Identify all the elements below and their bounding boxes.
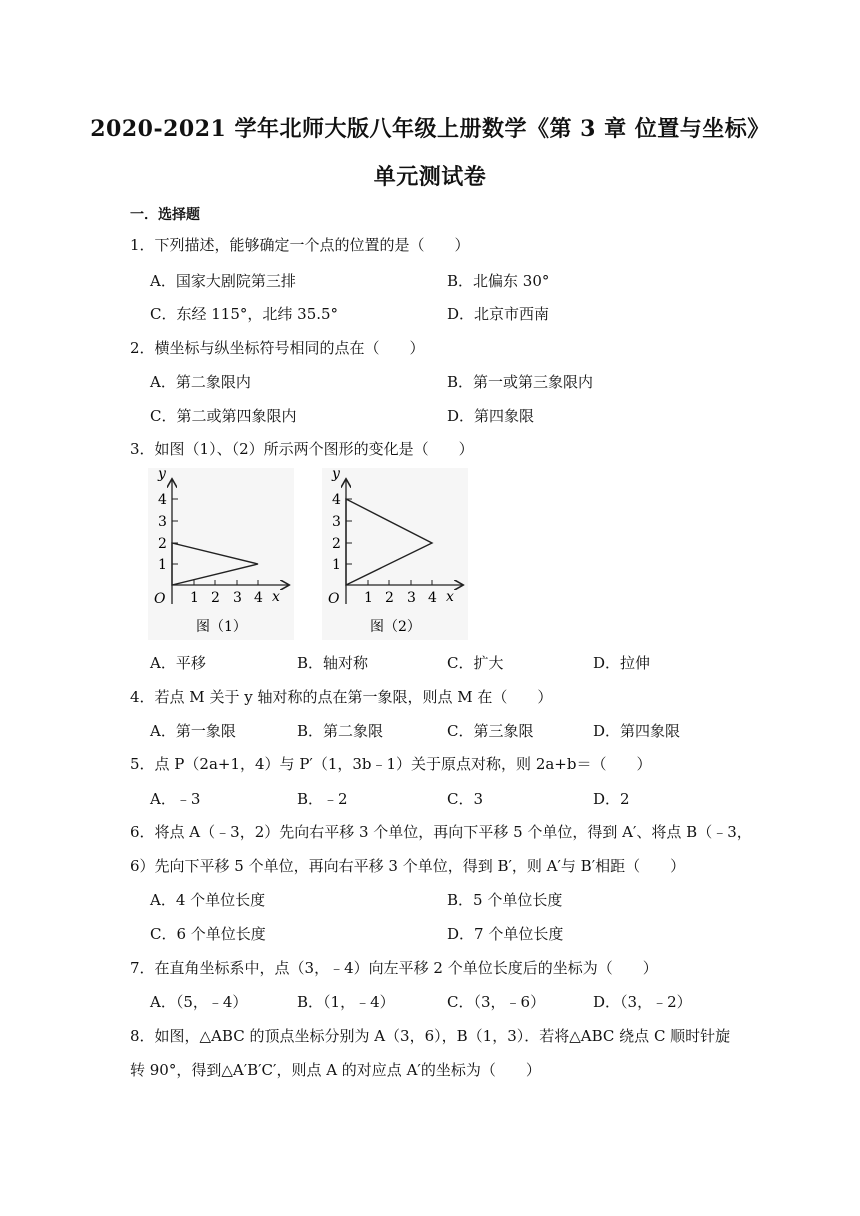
question-4-option-a: A．第一象限 [150, 722, 236, 740]
question-8-stem: 8．如图，△ABC 的顶点坐标分别为 A（3，6），B（1，3）．若将△ABC 绕点 C 顺时针旋 [130, 1027, 731, 1045]
question-2-option-a: A．第二象限内 [150, 373, 251, 391]
question-6-option-d: D．7 个单位长度 [447, 925, 564, 943]
x-tick-label: 1 [364, 590, 373, 606]
x-tick-label: 2 [211, 590, 220, 606]
question-7-stem: 7．在直角坐标系中，点（3，﹣4）向左平移 2 个单位长度后的坐标为（ ） [130, 959, 658, 977]
question-5-option-b: B．﹣2 [297, 790, 348, 808]
question-2-stem: 2．横坐标与纵坐标符号相同的点在（ ） [130, 339, 425, 357]
origin-label: O [328, 591, 340, 607]
y-axis-label: y [158, 468, 166, 482]
question-7-option-c: C．（3，﹣6） [447, 993, 546, 1011]
x-tick-label: 4 [428, 590, 437, 606]
question-7-option-d: D．（3，﹣2） [593, 993, 692, 1011]
question-5-option-a: A．﹣3 [150, 790, 201, 808]
y-tick-label: 3 [332, 514, 341, 530]
y-tick-label: 3 [158, 514, 167, 530]
question-5-stem: 5．点 P（2a+1，4）与 P′（1，3b﹣1）关于原点对称，则 2a+b＝（ ） [130, 755, 652, 773]
y-tick-label: 2 [332, 536, 341, 552]
question-4-option-c: C．第三象限 [447, 722, 534, 740]
question-2-option-b: B．第一或第三象限内 [447, 373, 594, 391]
question-6-stem: 6．将点 A（﹣3，2）先向右平移 3 个单位，再向下平移 5 个单位，得到 A′、将点 B（﹣3， [130, 823, 752, 841]
question-3-option-d: D．拉伸 [593, 654, 651, 672]
question-1-option-c: C．东经 115°，北纬 35.5° [150, 305, 339, 323]
question-1-option-a: A．国家大剧院第三排 [150, 272, 296, 290]
question-6-stem-continued: 6）先向下平移 5 个单位，再向右平移 3 个单位，得到 B′，则 A′与 B′相距（ ） [130, 857, 686, 875]
question-3-option-b: B．轴对称 [297, 654, 369, 672]
question-2-option-d: D．第四象限 [447, 407, 535, 425]
question-3-stem: 3．如图（1）、（2）所示两个图形的变化是（ ） [130, 440, 474, 458]
question-4-option-b: B．第二象限 [297, 722, 384, 740]
x-tick-label: 2 [385, 590, 394, 606]
origin-label: O [154, 591, 166, 607]
question-7-option-b: B．（1，﹣4） [297, 993, 395, 1011]
figure-1 [148, 468, 294, 640]
exam-title-line2: 单元测试卷 [373, 164, 487, 190]
figure-2 [322, 468, 468, 640]
x-axis-label: x [272, 589, 280, 605]
y-tick-label: 4 [158, 492, 167, 508]
x-tick-label: 1 [190, 590, 199, 606]
question-5-option-c: C．3 [447, 790, 484, 808]
triangle-shape [172, 543, 258, 585]
question-4-option-d: D．第四象限 [593, 722, 681, 740]
y-tick-label: 2 [158, 536, 167, 552]
question-7-option-a: A．（5，﹣4） [150, 993, 248, 1011]
question-3-option-c: C．扩大 [447, 654, 504, 672]
question-6-option-b: B．5 个单位长度 [447, 891, 563, 909]
question-5-option-d: D．2 [593, 790, 630, 808]
question-6-option-a: A．4 个单位长度 [150, 891, 266, 909]
exam-title-line1: 2020-2021 学年北师大版八年级上册数学《第 3 章 位置与坐标》 [90, 116, 770, 142]
question-1-option-b: B．北偏东 30° [447, 272, 550, 290]
question-4-stem: 4．若点 M 关于 y 轴对称的点在第一象限，则点 M 在（ ） [130, 688, 553, 706]
y-tick-label: 1 [158, 557, 167, 573]
x-tick-label: 3 [407, 590, 416, 606]
question-1-stem: 1．下列描述，能够确定一个点的位置的是（ ） [130, 236, 470, 254]
y-axis-label: y [332, 468, 340, 482]
x-axis-label: x [446, 589, 454, 605]
x-tick-label: 4 [254, 590, 263, 606]
y-tick-label: 4 [332, 492, 341, 508]
figure-caption: 图（2） [370, 619, 421, 635]
question-6-option-c: C．6 个单位长度 [150, 925, 266, 943]
question-3-option-a: A．平移 [150, 654, 206, 672]
section-heading: 一．选择题 [130, 207, 200, 223]
question-8-stem-continued: 转 90°，得到△A′B′C′，则点 A 的对应点 A′的坐标为（ ） [130, 1061, 541, 1079]
question-1-option-d: D．北京市西南 [447, 305, 550, 323]
x-tick-label: 3 [233, 590, 242, 606]
figure-caption: 图（1） [196, 619, 247, 635]
triangle-shape [346, 499, 432, 585]
y-tick-label: 1 [332, 557, 341, 573]
question-2-option-c: C．第二或第四象限内 [150, 407, 297, 425]
